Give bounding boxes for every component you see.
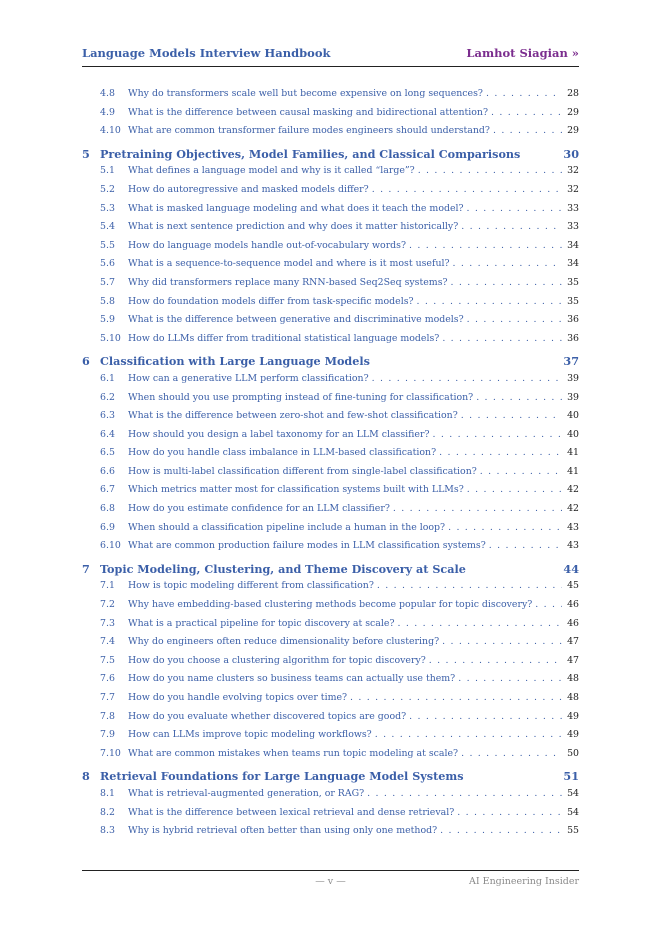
section-page[interactable]: 54 [567,787,579,799]
page-number: — v — [315,876,346,887]
toc-section-entry[interactable] [82,86,579,105]
section-page[interactable]: 32 [567,165,579,177]
section-title[interactable]: Why did transformers replace many RNN-based Seq2Seq systems? [128,276,448,288]
section-title[interactable]: What is next sentence prediction and why does it matter historically? [128,221,459,233]
section-page[interactable]: 40 [567,428,579,440]
chapter-title[interactable]: Topic Modeling, Clustering, and Theme Discovery at Scale [100,561,466,576]
toc-section-entry[interactable] [82,182,579,201]
section-number: 5.3 [100,202,115,214]
book-title: Language Models Interview Handbook [82,46,331,60]
section-page[interactable]: 45 [567,580,579,592]
section-number: 6.2 [100,391,115,403]
section-title[interactable]: How do you evaluate whether discovered topics are good? [128,710,407,722]
chapter-number: 5 [82,146,90,161]
dot-leader [409,711,562,722]
section-title[interactable]: What is retrieval-augmented generation, or RAG? [128,787,365,799]
toc-section-entry[interactable] [82,597,579,616]
toc-section-entry[interactable] [82,786,579,805]
section-number: 6.6 [100,465,115,477]
toc-section-entry[interactable] [82,163,579,182]
dot-leader [491,107,562,118]
section-page[interactable]: 42 [567,503,579,515]
section-page[interactable]: 47 [567,636,579,648]
toc-section-entry[interactable] [82,275,579,294]
chapter-page[interactable]: 51 [563,769,579,784]
toc-section-entry[interactable] [82,371,579,390]
section-number: 5.2 [100,183,115,195]
section-title[interactable]: How do you handle class imbalance in LLM-based classification? [128,447,437,459]
section-page[interactable]: 41 [567,465,579,477]
dot-leader [489,540,562,551]
section-page[interactable]: 46 [567,617,579,629]
section-page[interactable]: 29 [567,106,579,118]
toc-section-entry[interactable] [82,727,579,746]
section-title[interactable]: When should you use prompting instead of fine-tuning for classification? [128,391,474,403]
section-number: 5.7 [100,276,115,288]
section-number: 6.5 [100,447,115,459]
section-title[interactable]: What are common production failure modes in LLM classification systems? [128,540,486,552]
section-title[interactable]: What is a sequence-to-sequence model and where is it most useful? [128,258,450,270]
section-title[interactable]: What is a practical pipeline for topic discovery at scale? [128,617,395,629]
section-title[interactable]: How do language models handle out-of-vocabulary words? [128,239,407,251]
toc-section-entry[interactable] [82,616,579,635]
toc-section-entry[interactable] [82,501,579,520]
section-title[interactable]: Which metrics matter most for classification systems built with LLMs? [128,484,464,496]
section-page[interactable]: 48 [567,692,579,703]
section-title[interactable]: How do autoregressive and masked models differ? [128,183,369,195]
toc-section-entry[interactable] [82,201,579,220]
dot-leader [448,522,562,533]
section-title[interactable]: Why do engineers often reduce dimensionality before clustering? [128,636,440,648]
section-number: 5.6 [100,258,115,270]
toc-section-entry[interactable] [82,671,579,690]
section-number: 7.2 [100,599,115,611]
section-page[interactable]: 33 [567,221,579,233]
section-page[interactable]: 39 [567,391,579,403]
section-page[interactable]: 32 [567,183,579,195]
dot-leader [461,748,562,759]
dot-leader [439,447,562,458]
section-number: 6.8 [100,503,115,515]
section-title[interactable]: What is the difference between zero-shot and few-shot classification? [128,410,458,422]
section-title[interactable]: What are common mistakes when teams run topic modeling at scale? [128,747,459,759]
section-number: 5.5 [100,239,115,251]
dot-leader [458,673,562,684]
toc-section-entry[interactable] [82,238,579,257]
section-number: 8.1 [100,787,115,799]
section-page[interactable]: 46 [567,599,579,611]
dot-leader [476,392,562,403]
section-page[interactable]: 41 [567,447,579,459]
dot-leader [453,258,562,269]
section-title[interactable]: Why do transformers scale well but become expensive on long sequences? [128,88,483,99]
section-number: 5.8 [100,295,115,307]
section-page[interactable]: 54 [567,806,579,818]
dot-leader [467,314,562,325]
section-title[interactable]: What is the difference between lexical retrieval and dense retrieval? [128,806,455,818]
dot-leader [409,240,562,251]
section-number: 7.4 [100,636,115,648]
dot-leader [461,221,562,232]
toc-section-entry[interactable] [82,390,579,409]
section-page[interactable]: 55 [567,825,579,837]
section-title[interactable]: How can a generative LLM perform classification? [128,372,369,384]
section-page[interactable]: 34 [567,258,579,270]
dot-leader [418,165,562,176]
dot-leader [480,466,562,477]
section-page[interactable]: 28 [567,88,579,99]
toc-section-entry[interactable] [82,105,579,124]
section-page[interactable]: 34 [567,239,579,251]
section-number: 7.5 [100,654,115,666]
section-page[interactable]: 36 [567,332,579,344]
dot-leader [442,636,562,647]
section-number: 5.10 [100,332,121,344]
dot-leader [397,618,562,629]
toc-section-entry[interactable] [82,653,579,672]
dot-leader [432,429,562,440]
dot-leader [393,503,562,514]
section-title[interactable]: What is the difference between generative and discriminative models? [128,314,464,326]
section-title[interactable]: How do LLMs differ from traditional statistical language models? [128,332,440,344]
toc-section-entry[interactable] [82,219,579,238]
toc-section-entry[interactable] [82,427,579,446]
section-page[interactable]: 35 [567,295,579,307]
chapter-number: 6 [82,354,90,369]
section-page[interactable]: 36 [567,314,579,326]
toc-section-entry[interactable] [82,294,579,313]
section-page[interactable]: 40 [567,410,579,422]
section-number: 4.8 [100,88,115,99]
chapter-page[interactable]: 37 [563,354,579,369]
section-page[interactable]: 35 [567,276,579,288]
toc-section-entry[interactable] [82,746,579,765]
section-title[interactable]: How do you estimate confidence for an LLM classifier? [128,503,390,515]
table-of-contents [82,86,579,842]
dot-leader [367,788,562,799]
dot-leader [467,203,562,214]
section-page[interactable]: 49 [567,710,579,722]
section-page[interactable]: 39 [567,372,579,384]
section-number: 7.6 [100,673,115,685]
section-title[interactable]: How can LLMs improve topic modeling workflows? [128,729,372,741]
dot-leader [375,729,562,740]
chapter-number: 7 [82,561,90,576]
section-title[interactable]: How is multi-label classification different from single-label classification? [128,465,477,477]
toc-section-entry[interactable] [82,538,579,557]
running-header [82,46,579,64]
section-number: 6.10 [100,540,121,552]
toc-section-entry[interactable] [82,578,579,597]
section-title[interactable]: What is masked language modeling and what does it teach the model? [128,202,464,214]
section-page[interactable]: 42 [567,484,579,496]
chapter-page[interactable]: 30 [563,146,579,161]
dot-leader [451,277,562,288]
toc-section-entry[interactable] [82,312,579,331]
footer-rule [82,870,579,871]
section-page[interactable]: 29 [567,125,579,137]
dot-leader [486,88,562,99]
dot-leader [350,692,562,703]
dot-leader [440,825,562,836]
toc-section-entry[interactable] [82,634,579,653]
section-number: 7.8 [100,710,115,722]
section-title[interactable]: When should a classification pipeline include a human in the loop? [128,521,446,533]
dot-leader [461,410,562,421]
chapter-title[interactable]: Classification with Large Language Models [100,354,370,369]
section-title[interactable]: How should you design a label taxonomy for an LLM classifier? [128,428,430,440]
section-number: 5.1 [100,165,115,177]
section-page[interactable]: 50 [567,747,579,759]
toc-section-entry[interactable] [82,123,579,142]
toc-section-entry[interactable] [82,482,579,501]
section-number: 5.9 [100,314,115,326]
dot-leader [372,184,562,195]
dot-leader [493,125,562,136]
section-number: 6.1 [100,372,115,384]
section-number: 7.1 [100,580,115,592]
section-page[interactable]: 49 [567,729,579,741]
section-number: 7.9 [100,729,115,741]
section-title[interactable]: How do you name clusters so business teams can actually use them? [128,673,456,685]
chapter-page[interactable]: 44 [563,561,579,576]
section-number: 8.2 [100,806,115,818]
section-title[interactable]: What is the difference between causal masking and bidirectional attention? [128,106,488,118]
header-rule [82,66,579,67]
toc-chapter-entry[interactable] [82,560,579,579]
section-number: 6.4 [100,428,115,440]
section-number: 6.3 [100,410,115,422]
toc-section-entry[interactable] [82,709,579,728]
chapter-title[interactable]: Pretraining Objectives, Model Families, and Classical Comparisons [100,146,521,161]
chapter-title[interactable]: Retrieval Foundations for Large Language Model Systems [100,769,464,784]
dot-leader [442,333,562,344]
section-number: 8.3 [100,825,115,837]
toc-chapter-entry[interactable] [82,352,579,371]
dot-leader [467,484,562,495]
toc-section-entry[interactable] [82,823,579,842]
running-footer [82,876,579,892]
author-name: Lamhot Siagian » [466,46,579,60]
section-title[interactable]: Why is hybrid retrieval often better than using only one method? [128,825,438,837]
section-number: 4.9 [100,106,115,118]
dot-leader [429,655,562,666]
section-title[interactable]: How do foundation models differ from task-specific models? [128,295,414,307]
dot-leader [377,580,562,591]
toc-section-entry[interactable] [82,520,579,539]
toc-section-entry[interactable] [82,331,579,350]
section-page[interactable]: 43 [567,540,579,552]
toc-section-entry[interactable] [82,408,579,427]
section-title[interactable]: How do you choose a clustering algorithm for topic discovery? [128,654,426,666]
publisher-name: AI Engineering Insider [469,876,579,887]
dot-leader [535,599,562,610]
dot-leader [457,807,562,818]
toc-section-entry[interactable] [82,256,579,275]
dot-leader [372,373,562,384]
section-number: 5.4 [100,221,115,233]
section-number: 7.7 [100,692,115,703]
toc-section-entry[interactable] [82,464,579,483]
section-page[interactable]: 48 [567,673,579,685]
chapter-number: 8 [82,769,90,784]
section-number: 7.10 [100,747,121,759]
toc-section-entry[interactable] [82,690,579,709]
section-page[interactable]: 43 [567,521,579,533]
section-title[interactable]: How do you handle evolving topics over time? [128,692,348,703]
section-number: 7.3 [100,617,115,629]
toc-section-entry[interactable] [82,445,579,464]
section-title[interactable]: How is topic modeling different from classification? [128,580,374,592]
section-title[interactable]: Why have embedding-based clustering methods become popular for topic discovery? [128,599,533,611]
section-number: 6.9 [100,521,115,533]
toc-section-entry[interactable] [82,805,579,824]
dot-leader [417,296,562,307]
section-title[interactable]: What are common transformer failure modes engineers should understand? [128,125,490,137]
toc-chapter-entry[interactable] [82,145,579,164]
section-page[interactable]: 47 [567,654,579,666]
section-number: 4.10 [100,125,121,137]
section-title[interactable]: What defines a language model and why is it called “large”? [128,165,415,177]
toc-chapter-entry[interactable] [82,767,579,786]
section-page[interactable]: 33 [567,202,579,214]
section-number: 6.7 [100,484,115,496]
